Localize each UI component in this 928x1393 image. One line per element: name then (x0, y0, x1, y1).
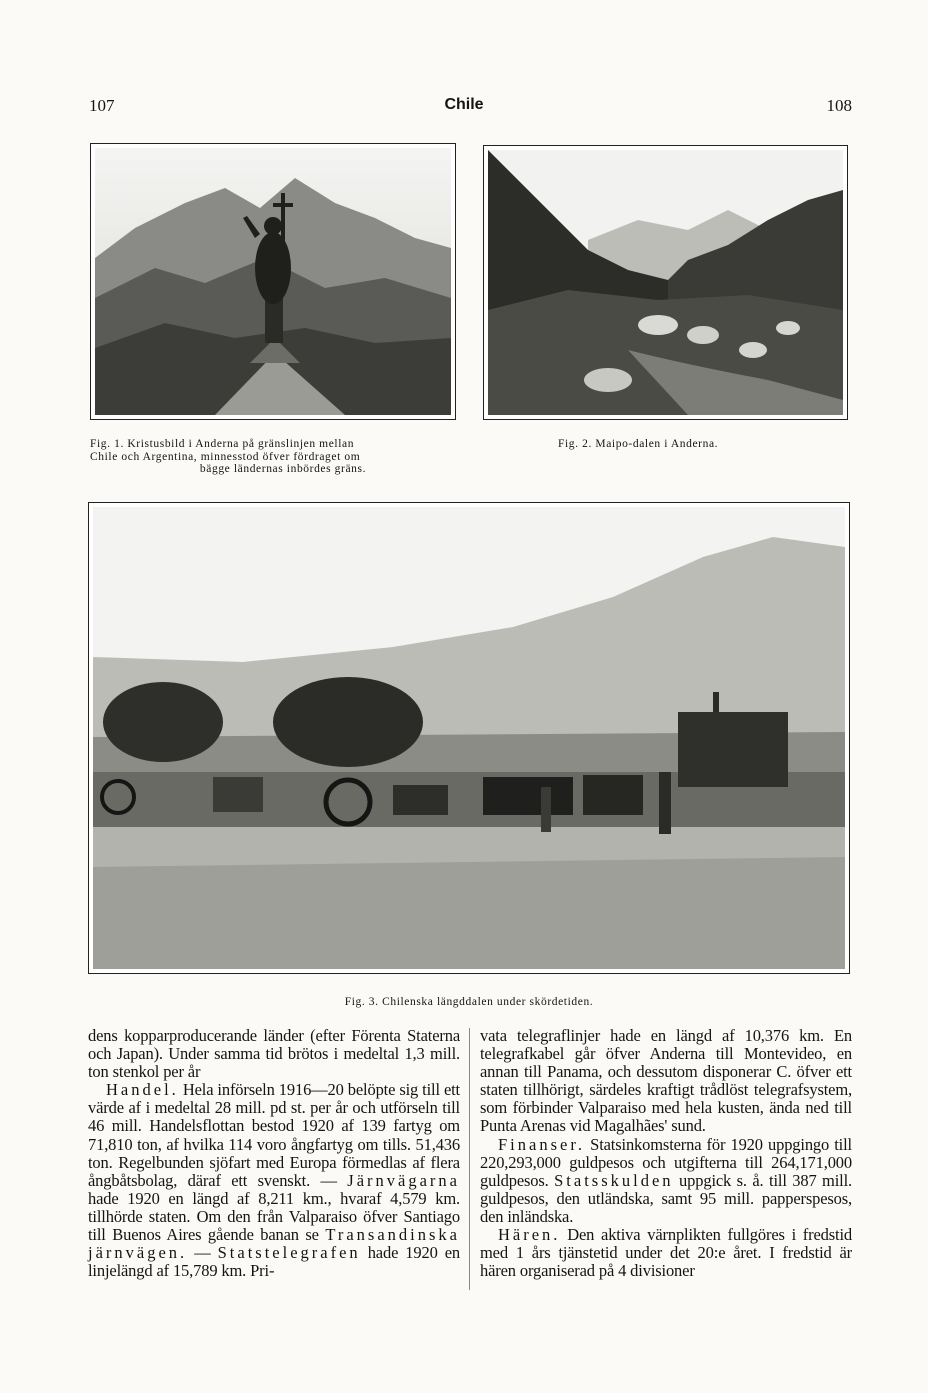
text-column-right (480, 1027, 852, 1280)
jarnvagarna-label: Järnvägarna (347, 1170, 460, 1190)
jarnvagarna-text: hade 1920 en längd af 8,211 km., hvaraf 4,579 km. tillhörde staten. Om den från Valparaiso öfver Santiago till Buenos Aires gående banan se (88, 1188, 460, 1245)
text-column-left (88, 1027, 460, 1280)
fig1-caption (90, 438, 476, 476)
fig2-caption: Fig. 2. Maipo-dalen i Anderna. (558, 438, 719, 450)
page-number-right: 108 (826, 96, 852, 115)
dash: — (187, 1243, 218, 1263)
paragraph-telegraph: vata telegraflinjer hade en längd af 10,376 km. En telegrafkabel går öfver Anderna till Montevideo, en annan till Panama, och dessutom disponerar C. öfver ett staten tillhörigt, särdeles kraftigt trådlöst telegrafsystem, som förbinder Valparaiso med hela kusten, ända ned till Punta Arenas vid Magalhães' sund. (480, 1026, 852, 1136)
fig1-caption-line1: Fig. 1. Kristusbild i Anderna på gränslinjen mellan (90, 438, 355, 450)
statsskulden-label: Statsskulden (554, 1170, 674, 1190)
statsskulden-text: uppgick s. å. till 387 mill. guldpesos, den utländska, samt 95 mill. papperspesos, den inländska. (480, 1170, 852, 1226)
paragraph-copper: dens kopparproducerande länder (efter Förenta Staterna och Japan). Under samma tid brötos i medeltal 1,3 mill. ton stenkol per år (88, 1026, 460, 1082)
paragraph-finanser (480, 1136, 852, 1226)
page-number-left: 107 (89, 96, 115, 115)
column-divider (469, 1028, 470, 1290)
fig3-caption: Fig. 3. Chilenska längddalen under skördetiden. (344, 996, 594, 1008)
fig2-photo (483, 145, 848, 420)
haren-text: Den aktiva värnplikten fullgöres i fredstid med 1 års tjänstetid under det 20:e året. I fredstid är hären organiserad på 4 divisioner (480, 1225, 852, 1281)
fig1-caption-line2: Chile och Argentina, minnesstod öfver fördraget om (90, 450, 361, 463)
fig3-photo (88, 502, 850, 974)
paragraph-handel (88, 1081, 460, 1280)
finanser-label: Finanser. (498, 1134, 586, 1154)
transandinska-label: Transandinska järnvägen. (88, 1225, 460, 1263)
haren-label: Hären. (498, 1225, 561, 1245)
handel-label: Handel. (106, 1080, 179, 1100)
finanser-text: Statsinkomsterna för 1920 uppgingo till 220,293,000 guldpesos och utgifterna till 264,171,000 guldpesos. (480, 1134, 852, 1190)
paragraph-haren (480, 1226, 852, 1280)
fig1-photo (90, 143, 456, 420)
fig1-caption-line3: bägge ländernas inbördes gräns. (199, 463, 367, 475)
statstelegrafen-label: Statstelegrafen (217, 1243, 361, 1263)
running-title: Chile (444, 96, 484, 113)
handel-text: Hela införseln 1916—20 belöpte sig till ett värde af i medeltal 28 mill. pd st. per år och utförseln till 46 mill. Handelsflottan bestod 1920 af 139 fartyg om 71,810 ton, af hvilka 114 voro ångfartyg om tills. 51,436 ton. Regelbunden sjöfart med Europa förmedlas af flera ångbåtsbolag, däraf ett svenskt. — (88, 1080, 460, 1190)
statstelegrafen-text: hade 1920 en linjelängd af 15,789 km. Pri- (88, 1243, 460, 1281)
